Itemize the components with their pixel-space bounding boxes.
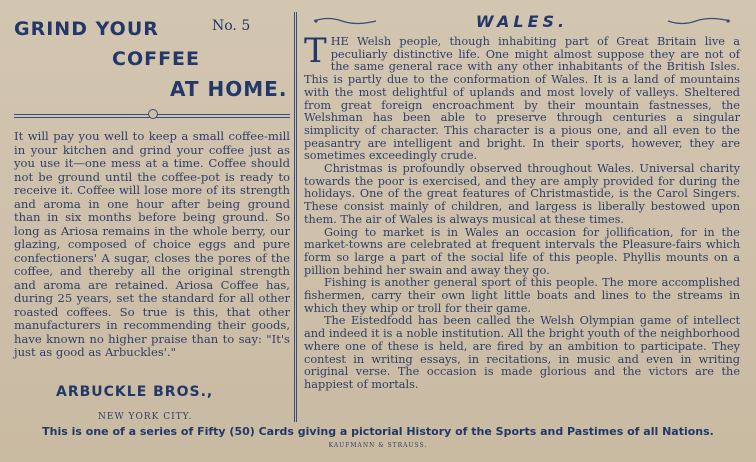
article-paragraph-2: Christmas is profoundly observed throughout Wales. Universal charity towards the poor is exercised, and they are amply provided for during the holidays. One of the great features of Christmastide, is the Carol Singers. These consist mainly of children, and largess is liberally bestowed upon them. The air of Wales is always musical at these times.	[304, 162, 740, 226]
advertisement-body: It will pay you well to keep a small coffee-mill in your kitchen and grind your coffee just as you use it—one mess at a time. Coffee should not be ground until the coffee-pot is ready to receive it. Coffee will lose more of its strength and aroma in one hour after being ground than in six months before being ground. So long as Ariosa remains in the whole berry, our glazing, composed of choice eggs and pure confectioners' A sugar, closes the pores of the coffee, and thereby all the original strength and aroma are retained. Ariosa Coffee has, during 25 years, set the standard for all other roasted coffees. So true is this, that other manufacturers in recommending their goods, have known no higher praise than to say: "It's just as good as Arbuckles'."	[14, 129, 290, 359]
advertisement-panel	[14, 12, 290, 422]
company-name: ARBUCKLE BROS.,	[56, 384, 214, 400]
card-number: No. 5	[212, 18, 251, 34]
printer-credit: KAUFMANN & STRAUSS.	[328, 442, 428, 449]
series-footer: This is one of a series of Fifty (50) Cards giving a pictorial History of the Sports and Pastimes of all Nations.	[42, 425, 714, 438]
drop-cap: T	[304, 31, 327, 71]
flourish-right-icon	[666, 16, 732, 26]
article-paragraph-3: Going to market is in Wales an occasion for jollification, for in the market-towns are celebrated at frequent intervals the Pleasure-fairs which form so large a part of the social life of this people. Phyllis mounts on a pillion behind her swain and away they go.	[304, 225, 740, 277]
heading-line3: AT HOME.	[170, 77, 288, 101]
flourish-left-icon	[312, 16, 378, 26]
article-title-text: WALES.	[475, 12, 569, 31]
company-city: NEW YORK CITY.	[98, 412, 193, 422]
article-body	[304, 31, 740, 392]
article-paragraph-4: Fishing is another general sport of this people. The more accomplished fishermen, carry their own light little boats and lines to the streams in which they whip or troll for their game.	[304, 276, 740, 315]
column-divider	[294, 12, 297, 422]
ornament-circle-icon	[148, 109, 158, 119]
heading-line1: GRIND YOUR	[14, 18, 159, 40]
article-paragraph-1: THE Welsh people, though inhabiting part of Great Britain live a peculiarly distinctive life. One might almost suppose they are not of the same general race with any other inhabitants of the British Isles. This is partly due to the conformation of Wales. It is a land of mountains with the most delightful of uplands and most lovely of valleys. Sheltered from great foreign encroachment by their mountain fastnesses, the Welshman has been able to preserve through centuries a singular simplicity of character. This character is a pious one, and all even to the peasantry are intelligent and bright. In their sports, however, they are sometimes exceedingly crude.	[304, 31, 740, 163]
article-title	[304, 12, 740, 34]
article-paragraph-5: The Eistedfodd has been called the Welsh Olympian game of intellect and indeed it is a noble institution. All the bright youth of the neighborhood where one of these is held, are fired by an ambition to participate. They contest in writing essays, in recitations, in music and even in writing original verse. The occasion is made glorious and the victors are the happiest of mortals.	[304, 314, 740, 391]
article-panel	[304, 12, 740, 426]
heading-line2: COFFEE	[112, 48, 201, 70]
